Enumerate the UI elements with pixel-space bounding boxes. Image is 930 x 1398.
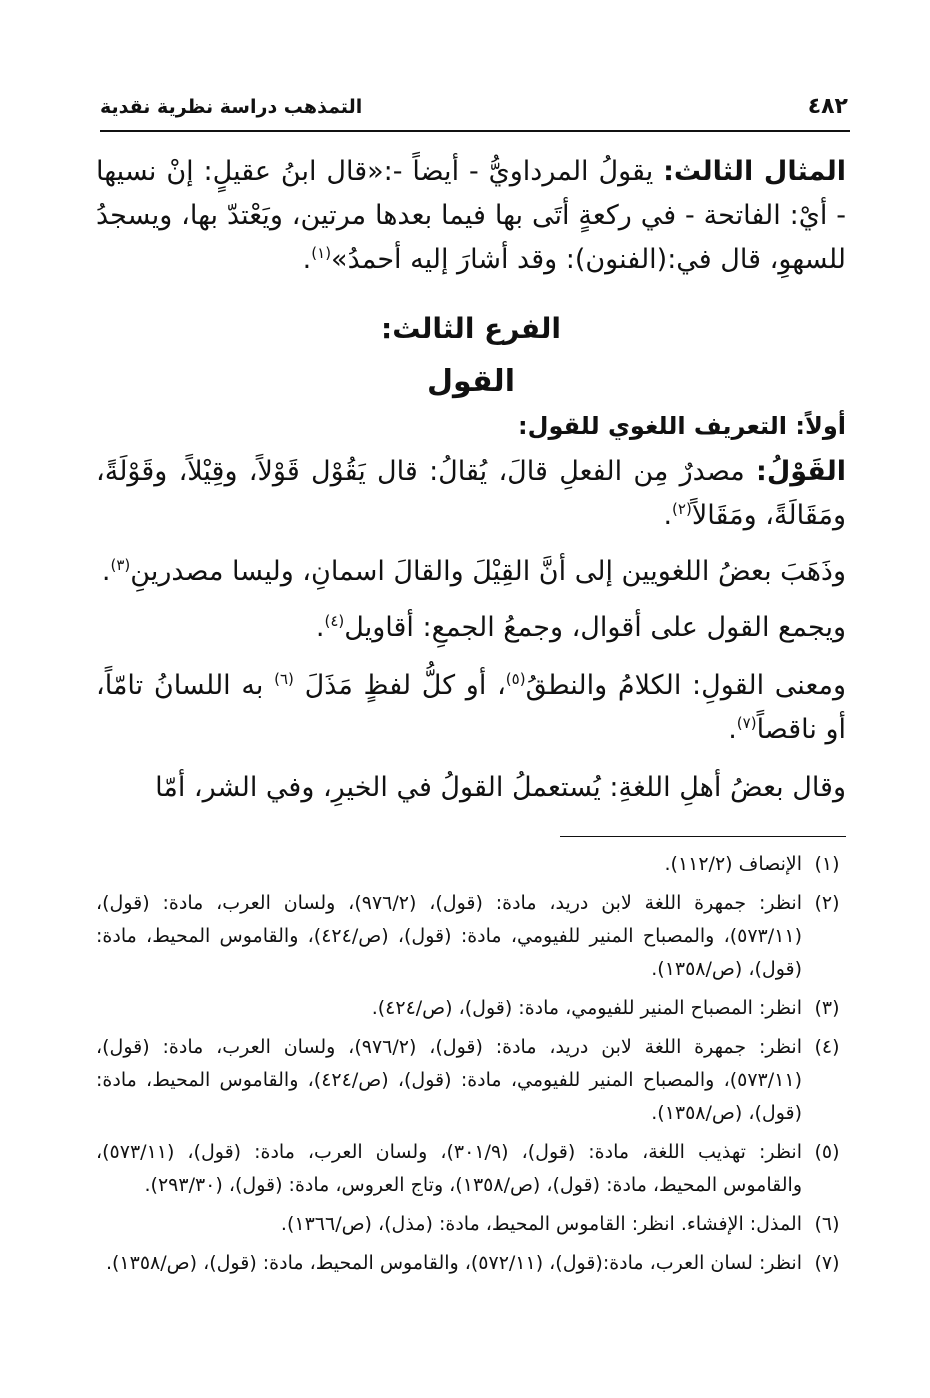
page-number: ٤٨٢ xyxy=(807,94,848,119)
footnote-ref-2[interactable]: (٢) xyxy=(672,500,692,518)
paragraph-end: . xyxy=(728,714,737,745)
footnote-item xyxy=(96,848,852,881)
footnote-item xyxy=(96,1208,852,1241)
footnote-item xyxy=(96,1136,852,1202)
footnotes xyxy=(96,848,852,1286)
footnote-text: انظر: المصباح المنير للفيومي، مادة: (قول)، (ص/٤٢٤). xyxy=(371,997,802,1019)
footnote-text: الإنصاف (١١٢/٢). xyxy=(664,853,802,875)
footnote-item xyxy=(96,1031,852,1130)
footnote-item xyxy=(96,1247,852,1280)
definition-heading: أولاً: التعريف اللغوي للقول: xyxy=(518,412,846,440)
footnote-text: انظر: تهذيب اللغة، مادة: (قول)، (٣٠١/٩)، ولسان العرب، مادة: (قول)، (٥٧٣/١١)، والقاموس المحيط، مادة: (قول)، (ص/١٣٥٨)، وتاج العروس، مادة: (قول)، (٢٩٣/٣٠). xyxy=(96,1141,802,1196)
footnote-item xyxy=(96,887,852,986)
footnote-number: (٥) xyxy=(814,1141,840,1163)
section-subtitle: القول xyxy=(427,364,515,399)
definition-paragraph-3 xyxy=(96,606,846,650)
footnote-ref-4[interactable]: (٤) xyxy=(324,612,345,630)
definition-text-4b: ، أو كلُّ لفظٍ مَذَلَ xyxy=(293,670,506,701)
footnote-number: (٦) xyxy=(814,1213,840,1235)
paragraph-end: . xyxy=(101,556,111,587)
example-paragraph xyxy=(96,150,846,282)
definition-paragraph-5 xyxy=(96,766,846,810)
definition-paragraph-4 xyxy=(96,664,846,752)
header-rule xyxy=(100,130,850,132)
footnote-item xyxy=(96,992,852,1025)
example-label: المثال الثالث: xyxy=(663,156,846,187)
footnote-ref-6[interactable]: (٦) xyxy=(274,670,294,688)
footnote-text: انظر: جمهرة اللغة لابن دريد، مادة: (قول)، (٩٧٦/٢)، ولسان العرب، مادة: (قول)، (٥٧٣/١١)، والمصباح المنير للفيومي، مادة: (قول)، (ص/٤٢٤)، والقاموس المحيط، مادة: (قول)، (ص/١٣٥٨). xyxy=(96,892,802,980)
footnote-text: انظر: لسان العرب، مادة:(قول)، (٥٧٢/١١)، والقاموس المحيط، مادة: (قول)، (ص/١٣٥٨). xyxy=(105,1252,802,1274)
example-text: يقولُ المرداويُّ - أيضاً -:«قال ابنُ عقيلٍ: إنْ نسيها - أيْ: الفاتحة - في ركعةٍ أتَى بها فيما بعدها مرتين، ويَعْتدّ بها، ويسجدُ للسهوِ، قال في:(الفنون): وقد أشارَ إليه أحمدُ» xyxy=(96,156,846,275)
definition-text-5: وقال بعضُ أهلِ اللغةِ: يُستعملُ القولُ في الخيرِ، وفي الشر، أمّا xyxy=(155,772,846,803)
footnote-ref-3[interactable]: (٣) xyxy=(110,556,131,574)
running-title: التمذهب دراسة نظرية نقدية xyxy=(100,96,363,118)
definition-text-1: مصدرٌ مِن الفعلِ قالَ، يُقالُ: قال يَقُوْل قَوْلاً، وقِيْلاً، وقَوْلَةً، ومَقَالَةً، ومَقَالاً xyxy=(96,456,846,531)
footnote-text: المذل: الإفشاء. انظر: القاموس المحيط، مادة: (مذل)، (ص/١٣٦٦). xyxy=(280,1213,802,1235)
footnote-number: (٧) xyxy=(814,1252,840,1274)
footnote-ref-1[interactable]: (١) xyxy=(311,244,332,262)
footnote-number: (٣) xyxy=(814,997,840,1019)
definition-text-3: ويجمع القول على أقوال، وجمعُ الجمعِ: أقاويل xyxy=(344,612,846,643)
definition-paragraph-1 xyxy=(96,450,846,538)
footnote-text: انظر: جمهرة اللغة لابن دريد، مادة: (قول)، (٩٧٦/٢)، ولسان العرب، مادة: (قول)، (٥٧٣/١١)، والمصباح المنير للفيومي، مادة: (قول)، (ص/٤٢٤)، والقاموس المحيط، مادة: (قول)، (ص/١٣٥٨). xyxy=(96,1036,802,1124)
footnote-number: (٤) xyxy=(814,1036,840,1058)
footnote-number: (١) xyxy=(814,853,840,875)
paragraph-end: . xyxy=(663,500,673,531)
section-title: الفرع الثالث: xyxy=(381,312,561,345)
definition-text-4c: به اللسانُ تامّاً، أو ناقصاً xyxy=(96,670,846,745)
definition-term: القَوْلُ: xyxy=(756,456,846,487)
footnote-number: (٢) xyxy=(814,892,840,914)
footnote-ref-7[interactable]: (٧) xyxy=(736,714,757,732)
page-header xyxy=(100,94,848,128)
definition-text-4a: ومعنى القولِ: الكلامُ والنطقُ xyxy=(525,670,846,701)
footnote-ref-5[interactable]: (٥) xyxy=(505,670,526,688)
definition-text-2: وذَهَبَ بعضُ اللغويين إلى أنَّ القِيْلَ والقالَ اسمانِ، وليسا مصدرينِ xyxy=(130,556,846,587)
footnote-separator xyxy=(560,836,846,837)
example-end: . xyxy=(302,244,312,275)
definition-paragraph-2 xyxy=(96,550,846,594)
paragraph-end: . xyxy=(315,612,325,643)
